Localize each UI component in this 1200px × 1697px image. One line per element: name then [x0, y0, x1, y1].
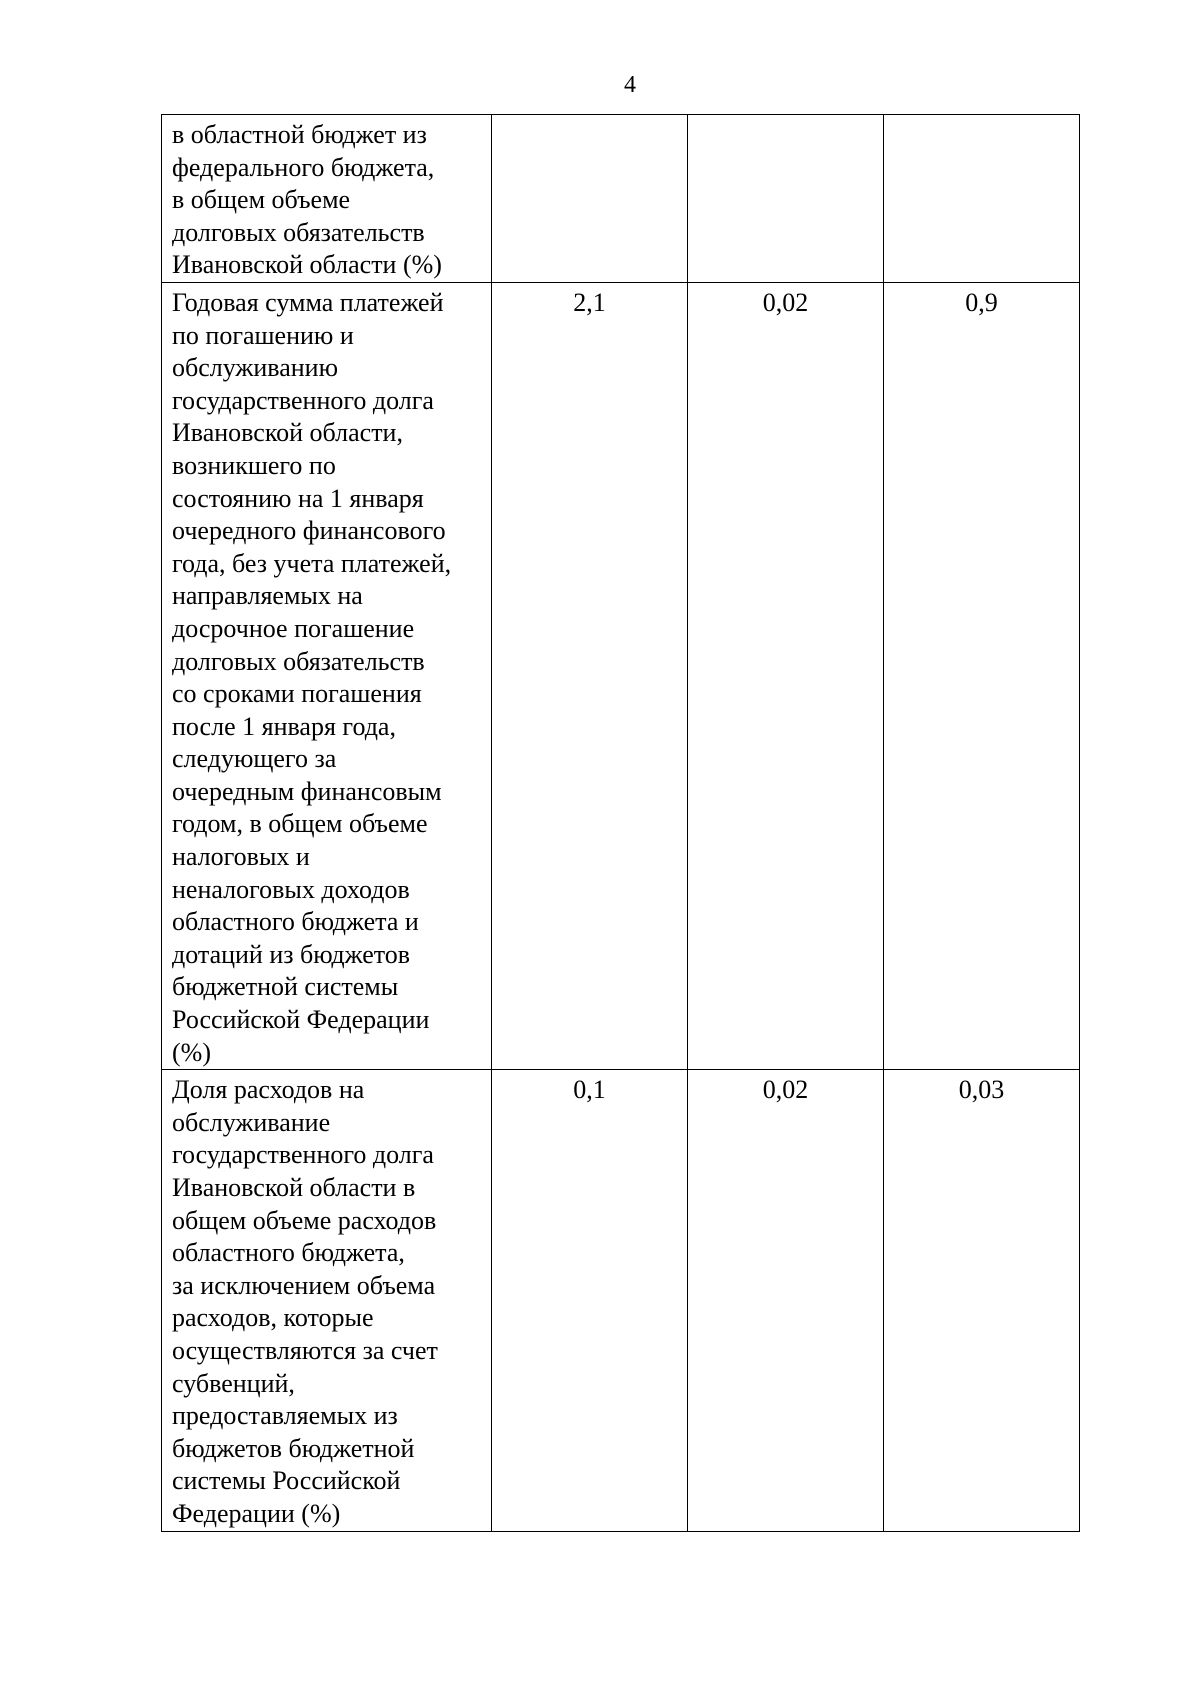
value-cell: 0,1: [492, 1070, 688, 1531]
value-cell: [688, 115, 884, 283]
table-row: [162, 115, 1080, 283]
value-cell: 0,02: [688, 282, 884, 1069]
page-number: 4: [624, 72, 636, 98]
indicator-label-cell: Доля расходов на обслуживание государственного долга Ивановской области в общем объеме расходов областного бюджета, за исключением объема расходов, которые осуществляются за счет субвенций, предоставляемых из бюджетов бюджетной системы Российской Федерации (%): [162, 1070, 492, 1531]
indicator-label-cell: Годовая сумма платежей по погашению и обслуживанию государственного долга Ивановской области, возникшего по состоянию на 1 января очередного финансового года, без учета платежей, направляемых на досрочное погашение долговых обязательств со сроками погашения после 1 января года, следующего за очередным финансовым годом, в общем объеме налоговых и неналоговых доходов областного бюджета и дотаций из бюджетов бюджетной системы Российской Федерации (%): [162, 282, 492, 1069]
value-cell: 2,1: [492, 282, 688, 1069]
table-row: [162, 1070, 1080, 1531]
value-cell: 0,9: [884, 282, 1080, 1069]
value-cell: 0,03: [884, 1070, 1080, 1531]
value-cell: 0,02: [688, 1070, 884, 1531]
value-cell: [884, 115, 1080, 283]
indicators-table: [161, 114, 1080, 1532]
indicator-label-cell: в областной бюджет из федерального бюджета, в общем объеме долговых обязательств Ивановской области (%): [162, 115, 492, 283]
value-cell: [492, 115, 688, 283]
table-row: [162, 282, 1080, 1069]
